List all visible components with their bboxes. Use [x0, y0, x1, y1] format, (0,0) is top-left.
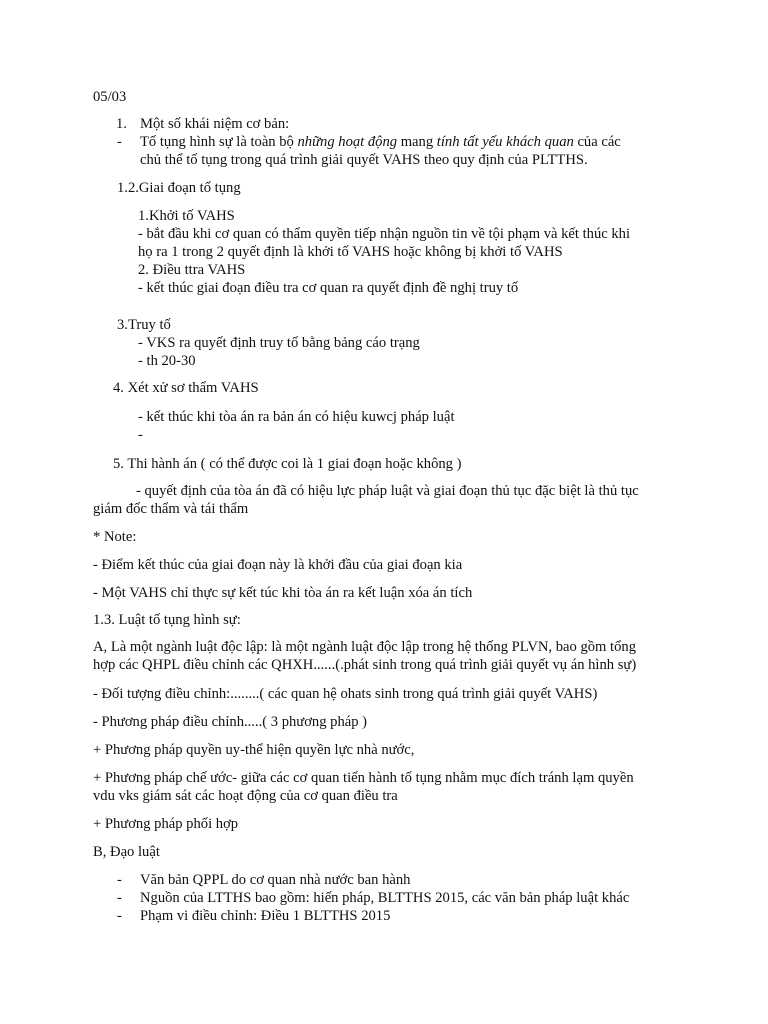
part-b-item: Văn bản QPPL do cơ quan nhà nước ban hành — [140, 872, 411, 888]
note-line-1: - Điểm kết thúc của giai đoạn này là khởi đầu của giai đoạn kia — [93, 557, 463, 573]
section-1-title: Một số khái niệm cơ bản: — [140, 116, 290, 132]
stage-4-line-2: - — [138, 427, 143, 443]
part-a-line-2: hợp các QHPL điều chỉnh các QHXH......(.phát sinh trong quá trình giải quyết vụ án hình sự) — [93, 657, 637, 673]
stage-5-line-1: - quyết định của tòa án đã có hiệu lực pháp luật và giai đoạn thủ tục đặc biệt là thủ tục — [136, 483, 639, 499]
section-1-definition-line-2: chủ thể tố tụng trong quá trình giải quyết VAHS theo quy định của PLTTHS. — [140, 152, 588, 168]
stage-3-title: 3.Truy tố — [117, 317, 171, 333]
stage-5-title: 5. Thi hành án ( có thể được coi là 1 giai đoạn hoặc không ) — [113, 456, 462, 472]
stage-1-line-2: họ ra 1 trong 2 quyết định là khởi tố VAHS hoặc không bị khởi tố VAHS — [138, 244, 563, 260]
note-line-2: - Một VAHS chỉ thực sự kết túc khi tòa án ra kết luận xóa án tích — [93, 585, 473, 601]
stage-4-line-1: - kết thúc khi tòa án ra bản án có hiệu kuwcj pháp luật — [138, 409, 455, 425]
part-b-item: Phạm vi điều chỉnh: Điều 1 BLTTHS 2015 — [140, 908, 391, 924]
note-title: * Note: — [93, 529, 137, 545]
stage-4-title: 4. Xét xử sơ thẩm VAHS — [113, 380, 259, 396]
regulated-object: - Đối tượng điều chỉnh:........( các quan hệ ohats sinh trong quá trình giải quyết VAHS) — [93, 686, 598, 702]
part-a-line-1: A, Là một ngành luật độc lập: là một ngành luật độc lập trong hệ thống PLVN, bao gồm tổng — [93, 639, 636, 655]
section-1-bullet: - — [117, 134, 122, 150]
stage-3-line-2: - th 20-30 — [138, 353, 196, 369]
stage-2-title: 2. Điều ttra VAHS — [138, 262, 246, 278]
stage-5-line-2: giám đốc thẩm và tái thẩm — [93, 501, 249, 517]
section-1-number: 1. — [116, 116, 127, 132]
section-1-3-title: 1.3. Luật tố tụng hình sự: — [93, 612, 241, 628]
part-b-bullet: - — [117, 890, 122, 906]
stage-1-title: 1.Khởi tố VAHS — [138, 208, 235, 224]
section-1-2-title: 1.2.Giai đoạn tố tụng — [117, 180, 241, 196]
section-1-definition-line-1: Tố tụng hình sự là toàn bộ những hoạt động mang tính tất yếu khách quan của các — [140, 134, 621, 150]
stage-2-line-1: - kết thúc giai đoạn điều tra cơ quan ra quyết định đề nghị truy tố — [138, 280, 519, 296]
method-constraint-line-1: + Phương pháp chế ước- giữa các cơ quan tiến hành tố tụng nhằm mục đích tránh lạm quyền — [93, 770, 634, 786]
part-b-bullet: - — [117, 908, 122, 924]
stage-1-line-1: - bắt đầu khi cơ quan có thẩm quyền tiếp nhận nguồn tin về tội phạm và kết thúc khi — [138, 226, 631, 242]
part-b-bullet: - — [117, 872, 122, 888]
method-coordination: + Phương pháp phối hợp — [93, 816, 239, 832]
emphasis-objective: tính tất yếu khách quan — [436, 134, 574, 150]
regulation-method: - Phương pháp điều chỉnh.....( 3 phương pháp ) — [93, 714, 368, 730]
method-constraint-line-2: vdu vks giám sát các hoạt động của cơ quan điều tra — [93, 788, 398, 804]
part-b-item: Nguồn của LTTHS bao gồm: hiến pháp, BLTTHS 2015, các văn bản pháp luật khác — [140, 890, 630, 906]
date-heading: 05/03 — [93, 89, 127, 105]
stage-3-line-1: - VKS ra quyết định truy tố bằng bảng cáo trạng — [138, 335, 420, 351]
method-authority: + Phương pháp quyền uy-thể hiện quyền lực nhà nước, — [93, 742, 415, 758]
emphasis-activities: những hoạt động — [297, 134, 398, 150]
part-b-title: B, Đạo luật — [93, 844, 160, 860]
